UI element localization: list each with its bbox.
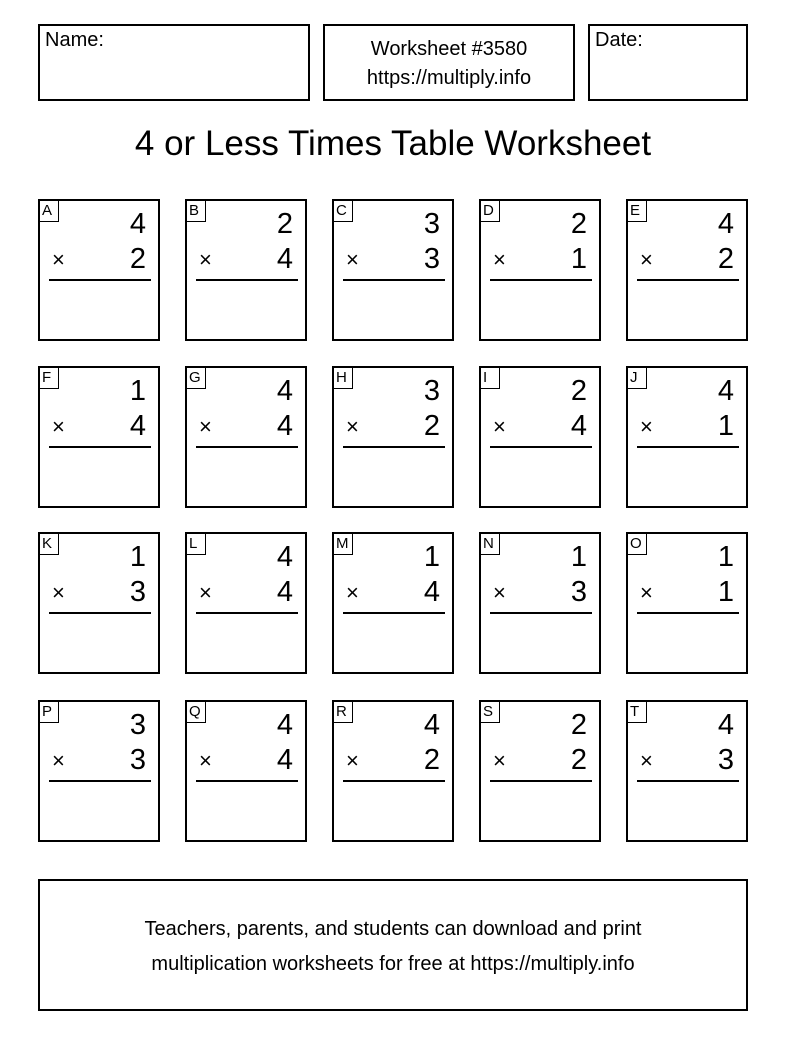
multiplicand: 4 (717, 208, 734, 240)
answer-line (343, 612, 445, 614)
problem-letter: I (481, 368, 500, 389)
answer-line (49, 780, 151, 782)
problem-card (332, 366, 454, 508)
answer-line (196, 446, 298, 448)
answer-line (196, 279, 298, 281)
answer-line (343, 279, 445, 281)
problem-card (626, 700, 748, 842)
times-sign: × (199, 247, 212, 272)
answer-line (637, 780, 739, 782)
multiplicand: 4 (717, 709, 734, 741)
problem-card (38, 366, 160, 508)
multiplicand: 4 (717, 375, 734, 407)
multiplicand: 3 (423, 208, 440, 240)
multiplicand: 1 (570, 541, 587, 573)
problem-card (479, 700, 601, 842)
answer-line (637, 612, 739, 614)
problem-card (185, 700, 307, 842)
answer-line (490, 780, 592, 782)
multiplier: 2 (423, 410, 440, 442)
answer-line (196, 780, 298, 782)
times-sign: × (52, 247, 65, 272)
multiplicand: 1 (423, 541, 440, 573)
multiplier: 1 (717, 576, 734, 608)
answer-line (49, 612, 151, 614)
answer-line (196, 612, 298, 614)
times-sign: × (346, 414, 359, 439)
problem-letter: K (40, 534, 59, 555)
answer-line (343, 780, 445, 782)
times-sign: × (199, 580, 212, 605)
date-label: Date: (595, 29, 643, 51)
problem-letter: G (187, 368, 206, 389)
times-sign: × (493, 748, 506, 773)
multiplier: 4 (276, 410, 293, 442)
multiplier: 3 (570, 576, 587, 608)
multiplier: 4 (276, 243, 293, 275)
answer-line (490, 612, 592, 614)
times-sign: × (346, 748, 359, 773)
multiplicand: 2 (570, 709, 587, 741)
times-sign: × (346, 247, 359, 272)
multiplicand: 4 (276, 709, 293, 741)
times-sign: × (52, 580, 65, 605)
multiplier: 4 (276, 576, 293, 608)
worksheet-url: https://multiply.info (366, 67, 532, 89)
problem-card (38, 700, 160, 842)
multiplicand: 3 (129, 709, 146, 741)
answer-line (490, 279, 592, 281)
problem-card (332, 700, 454, 842)
problem-card (185, 199, 307, 341)
problem-card (479, 199, 601, 341)
footer-line-1: Teachers, parents, and students can download and print (144, 918, 642, 940)
problem-card (332, 199, 454, 341)
problem-card (479, 366, 601, 508)
problem-letter: Q (187, 702, 206, 723)
multiplier: 3 (129, 576, 146, 608)
worksheet-info-box (323, 24, 575, 101)
problem-card (185, 532, 307, 674)
problem-card (626, 199, 748, 341)
times-sign: × (199, 414, 212, 439)
multiplicand: 1 (129, 541, 146, 573)
multiplier: 2 (570, 744, 587, 776)
problem-letter: E (628, 201, 647, 222)
problem-card (38, 199, 160, 341)
problem-letter: P (40, 702, 59, 723)
problem-card (626, 366, 748, 508)
times-sign: × (640, 748, 653, 773)
worksheet-number: Worksheet #3580 (370, 38, 528, 60)
answer-line (49, 446, 151, 448)
multiplier: 1 (570, 243, 587, 275)
footer-box (38, 879, 748, 1011)
multiplier: 3 (423, 243, 440, 275)
multiplicand: 1 (129, 375, 146, 407)
problem-letter: N (481, 534, 500, 555)
problem-letter: H (334, 368, 353, 389)
date-field[interactable] (588, 24, 748, 101)
multiplier: 2 (717, 243, 734, 275)
answer-line (490, 446, 592, 448)
multiplicand: 2 (570, 208, 587, 240)
problem-letter: A (40, 201, 59, 222)
problem-letter: T (628, 702, 647, 723)
problem-letter: L (187, 534, 206, 555)
times-sign: × (52, 414, 65, 439)
multiplicand: 4 (129, 208, 146, 240)
multiplier: 3 (129, 744, 146, 776)
problem-card (185, 366, 307, 508)
footer-line-2: multiplication worksheets for free at https://multiply.info (151, 953, 635, 975)
answer-line (637, 279, 739, 281)
problem-card (332, 532, 454, 674)
name-label: Name: (45, 29, 104, 51)
problem-letter: D (481, 201, 500, 222)
answer-line (637, 446, 739, 448)
multiplicand: 4 (423, 709, 440, 741)
problem-letter: C (334, 201, 353, 222)
multiplicand: 2 (276, 208, 293, 240)
times-sign: × (493, 247, 506, 272)
problem-letter: J (628, 368, 647, 389)
problem-letter: R (334, 702, 353, 723)
multiplicand: 4 (276, 375, 293, 407)
times-sign: × (346, 580, 359, 605)
multiplier: 4 (276, 744, 293, 776)
times-sign: × (493, 414, 506, 439)
problem-letter: S (481, 702, 500, 723)
multiplier: 2 (129, 243, 146, 275)
multiplier: 2 (423, 744, 440, 776)
multiplicand: 2 (570, 375, 587, 407)
multiplier: 4 (129, 410, 146, 442)
problem-letter: O (628, 534, 647, 555)
problem-letter: F (40, 368, 59, 389)
problem-card (626, 532, 748, 674)
problem-card (479, 532, 601, 674)
page-title: 4 or Less Times Table Worksheet (134, 124, 652, 163)
answer-line (343, 446, 445, 448)
multiplicand: 4 (276, 541, 293, 573)
times-sign: × (199, 748, 212, 773)
multiplier: 1 (717, 410, 734, 442)
times-sign: × (493, 580, 506, 605)
name-field[interactable] (38, 24, 310, 101)
multiplier: 3 (717, 744, 734, 776)
problem-card (38, 532, 160, 674)
multiplicand: 3 (423, 375, 440, 407)
times-sign: × (640, 414, 653, 439)
problem-letter: B (187, 201, 206, 222)
answer-line (49, 279, 151, 281)
problem-letter: M (334, 534, 353, 555)
multiplier: 4 (423, 576, 440, 608)
multiplier: 4 (570, 410, 587, 442)
multiplicand: 1 (717, 541, 734, 573)
times-sign: × (640, 247, 653, 272)
times-sign: × (640, 580, 653, 605)
times-sign: × (52, 748, 65, 773)
